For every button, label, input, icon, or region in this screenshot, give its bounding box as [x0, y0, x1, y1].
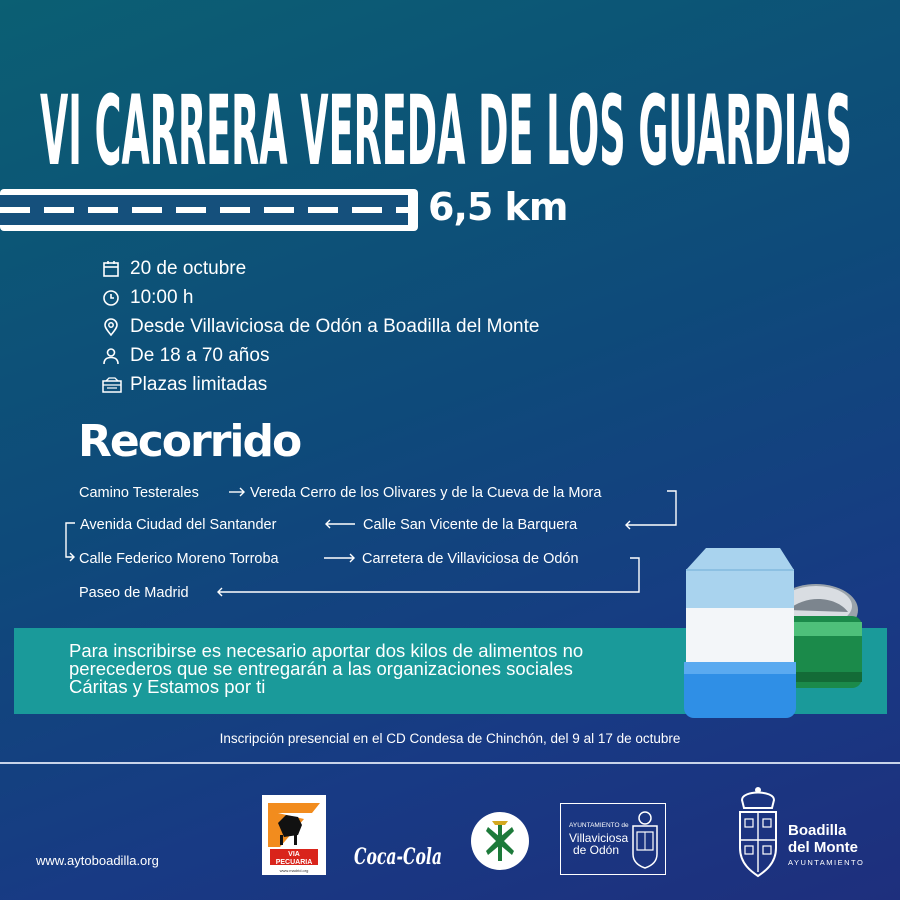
- svg-text:Coca-Cola: Coca-Cola: [354, 844, 442, 870]
- svg-text:VIA: VIA: [288, 851, 300, 858]
- via-pecuaria-logo: [262, 795, 326, 875]
- detail-age: [102, 341, 539, 370]
- boadilla-del-monte-logo: Boadilla del Monte AYUNTAMIENTO: [734, 786, 874, 882]
- route-step: Calle Federico Moreno Torroba: [79, 551, 279, 567]
- detail-text: 20 de octubre: [130, 257, 247, 279]
- registration-info: Inscripción presencial en el CD Condesa de Chinchón, del 9 al 17 de octubre: [219, 731, 681, 746]
- footer-divider: [0, 762, 900, 764]
- website-link[interactable]: www.aytoboadilla.org: [36, 853, 159, 868]
- detail-text: Desde Villaviciosa de Odón a Boadilla del Monte: [130, 315, 540, 337]
- route-step: Avenida Ciudad del Santander: [80, 517, 277, 533]
- calendar-icon: [102, 259, 126, 279]
- banner-text: Para inscribirse es necesario aportar dos kilos de alimentos no perecederos que se entregarán a las organizaciones sociales Cáritas y Estamos por ti: [69, 640, 584, 697]
- distance-label: 6,5 km: [428, 185, 568, 229]
- location-pin-icon: [102, 317, 126, 337]
- svg-text:VI CARRERA VEREDA DE LOS GUARD: VI CARRERA VEREDA DE LOS GUARDIAS: [40, 75, 852, 187]
- detail-time: [102, 283, 539, 312]
- route-step: Calle San Vicente de la Barquera: [363, 517, 578, 533]
- route-step: Carretera de Villaviciosa de Odón: [362, 551, 579, 567]
- route-step: Vereda Cerro de los Olivares y de la Cueva de la Mora: [250, 485, 602, 501]
- detail-text: 10:00 h: [130, 286, 194, 308]
- event-title: [40, 66, 870, 187]
- detail-places: [102, 370, 539, 399]
- ticket-icon: [102, 375, 126, 395]
- detail-text: De 18 a 70 años: [130, 344, 270, 366]
- route-heading: Recorrido: [78, 416, 301, 467]
- detail-text: Plazas limitadas: [130, 373, 268, 395]
- event-details: [102, 254, 539, 399]
- route-step: Paseo de Madrid: [79, 585, 189, 601]
- guardia-civil-logo: [470, 811, 530, 871]
- svg-text:www.madrid.org: www.madrid.org: [279, 868, 309, 873]
- detail-date: [102, 254, 539, 283]
- person-icon: [102, 346, 126, 366]
- food-products-illustration: [676, 540, 866, 720]
- clock-icon: [102, 288, 126, 308]
- villaviciosa-logo: AYUNTAMIENTO de Villaviciosa de Odón: [560, 803, 666, 875]
- road-graphic: [0, 189, 418, 231]
- route-step: Camino Testerales: [79, 485, 199, 501]
- detail-location: [102, 312, 539, 341]
- coca-cola-logo: [352, 836, 446, 876]
- svg-text:PECUARIA: PECUARIA: [275, 859, 313, 866]
